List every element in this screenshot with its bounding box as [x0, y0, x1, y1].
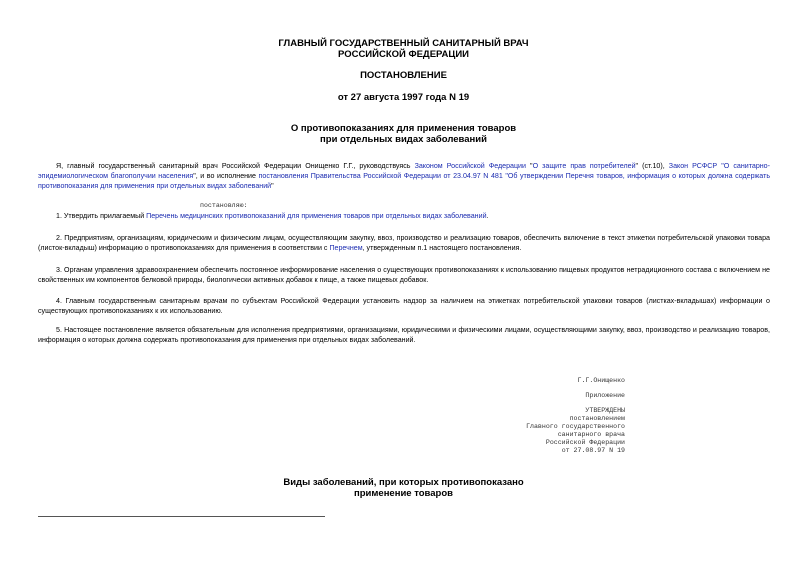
item-text: 1. Утвердить прилагаемый — [56, 212, 147, 220]
item-text: . — [486, 212, 489, 220]
item-1 — [38, 211, 770, 221]
link-sanitary-law[interactable]: Закон РСФСР "О санитарно-эпидемиологическом благополучии населения — [38, 162, 770, 181]
issuer-line-2: РОССИЙСКОЙ ФЕДЕРАЦИИ — [337, 49, 469, 60]
preamble-text: " — [271, 182, 274, 191]
item-text: 3. Органам управления здравоохранением обеспечить постоянное информирование населения о существующих противопоказаниях к использованию пищевых продуктов нетрадиционного состава с включением не свойственных им компонентов белковой природы, биологически активных добавок к пище, а также пищевых добавок. — [38, 266, 770, 285]
item-text: 5. Настоящее постановление является обязательным для исполнения предприятиями, организациями, юридическими и физическими лицами, осуществляющими закупку, ввоз, производство и реализацию товаров, информация о которых должна содержать противопоказания для применения при отдельных видах заболеваний. — [38, 326, 770, 345]
decree-word: постановляю: — [200, 202, 248, 209]
document-type: ПОСТАНОВЛЕНИЕ — [360, 70, 447, 81]
item-text: 2. Предприятиям, организациям, юридическим и физическим лицам, осуществляющим закупку, ввоз, производство и реализацию товаров, обеспечить включение в текст этикетки потребительской упаковки товара (листок-вкладыш) информацию о противопоказаниях для применения в соответствии с — [38, 234, 770, 253]
link-list[interactable]: Перечнем — [329, 244, 363, 253]
preamble-paragraph — [38, 161, 770, 192]
link-contraindications-list[interactable]: Перечень медицинских противопоказаний для применения товаров при отдельных видах заболеваний — [146, 212, 487, 220]
document-date-number: от 27 августа 1997 года N 19 — [337, 92, 470, 103]
approval-line: санитарного врача — [557, 431, 625, 438]
item-text: , утвержденным п.1 настоящего постановления. — [362, 244, 522, 253]
item-4 — [38, 296, 770, 316]
preamble-text: ", и во исполнение — [193, 172, 259, 181]
approval-line: Российской Федерации — [545, 439, 625, 446]
item-3 — [38, 265, 770, 285]
annex-title-line-1: Виды заболеваний, при которых противопоказано — [283, 477, 524, 488]
preamble-text: Я, главный государственный санитарный врач Российской Федерации Онищенко Г.Г., руководствуясь — [56, 162, 415, 170]
appendix-label: Приложение — [585, 392, 625, 399]
preamble-text: " — [525, 162, 533, 170]
item-text: 4. Главным государственным санитарным врачам по субъектам Российской Федерации установить надзор за наличием на этикетках потребительской упаковки товаров (листках-вкладышах) информации о существующих противопоказаниях к их использованию. — [38, 297, 770, 316]
approval-word: УТВЕРЖДЕНЫ — [585, 407, 625, 414]
approval-line: постановлением — [569, 415, 625, 422]
issuer-line-1: ГЛАВНЫЙ ГОСУДАРСТВЕННЫЙ САНИТАРНЫЙ ВРАЧ — [278, 38, 529, 49]
annex-title-line-2: применение товаров — [354, 488, 453, 499]
document-title-line-1: О противопоказаниях для применения товаров — [290, 123, 517, 134]
approval-line: от 27.08.97 N 19 — [561, 447, 625, 454]
document-title-line-2: при отдельных видах заболеваний — [320, 134, 487, 145]
preamble-text: " (ст.10), — [635, 162, 669, 170]
approval-line: Главного государственного — [526, 423, 625, 430]
item-5 — [38, 325, 770, 345]
separator-line — [38, 516, 325, 517]
signature: Г.Г.Онищенко — [577, 377, 625, 384]
link-consumer-law[interactable]: Законом Российской Федерации — [414, 162, 526, 170]
link-consumer-rights[interactable]: О защите прав потребителей — [532, 162, 636, 170]
item-2 — [38, 233, 770, 253]
link-government-decree[interactable]: постановления Правительства Российской Федерации от 23.04.97 N 481 "Об утверждении Перечня товаров, информация о которых должна содержать противопоказания для применения при отдельных видах заболеваний — [38, 172, 771, 191]
